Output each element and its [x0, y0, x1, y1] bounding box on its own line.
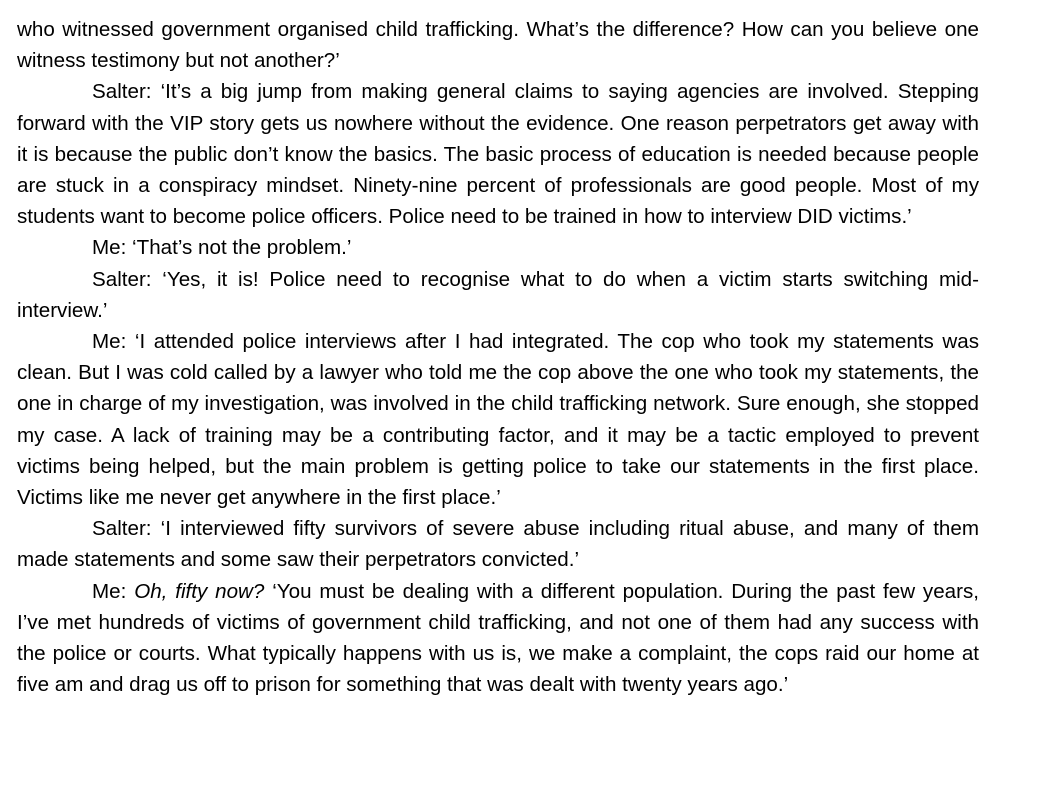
paragraph-me-3 [17, 576, 979, 701]
text-segment: Me: ‘I attended police interviews after I had integrated. The cop who took my statements was clean. But I was cold called by a lawyer who told me the cop above the one who took my statements, the one in charge of my investigation, was involved in the child trafficking network. Sure enough, she stopped my case. A lack of training may be a contributing factor, and it may be a tactic employed to prevent victims being helped, but the main problem is getting police to take our statements in the first place. Victims like me never get anywhere in the first place.’ [17, 330, 979, 510]
paragraph-me-2 [17, 326, 979, 513]
text-segment: who witnessed government organised child trafficking. What’s the difference? How can you believe one witness testimony but not another?’ [17, 18, 979, 73]
paragraph-salter-1 [17, 76, 979, 232]
paragraph-salter-3 [17, 513, 979, 575]
text-segment-italic: Oh, fifty now? [134, 579, 265, 603]
paragraph-continuation [17, 14, 979, 76]
text-segment: Me: [92, 579, 135, 603]
text-segment: Me: ‘That’s not the problem.’ [92, 236, 352, 260]
paragraph-me-1 [17, 232, 979, 263]
text-segment: ‘You must be dealing with a different population. During the past few years, I’ve met hundreds of victims of government child trafficking, and not one of them had any success with the police or courts. What typically happens with us is, we make a complaint, the cops raid our home at five am and drag us off to prison for something that was dealt with twenty years ago.’ [17, 579, 979, 697]
text-segment: Salter: ‘I interviewed fifty survivors of severe abuse including ritual abuse, and many of them made statements and some saw their perpetrators convicted.’ [17, 517, 979, 572]
text-segment: Salter: ‘It’s a big jump from making general claims to saying agencies are involved. Stepping forward with the VIP story gets us nowhere without the evidence. One reason perpetrators get away with it is because the public don’t know the basics. The basic process of education is needed because people are stuck in a conspiracy mindset. Ninety-nine percent of professionals are good people. Most of my students want to become police officers. Police need to be trained in how to interview DID victims.’ [17, 80, 979, 229]
paragraph-salter-2 [17, 264, 979, 326]
text-segment: Salter: ‘Yes, it is! Police need to recognise what to do when a victim starts switching mid-interview.’ [17, 267, 979, 322]
